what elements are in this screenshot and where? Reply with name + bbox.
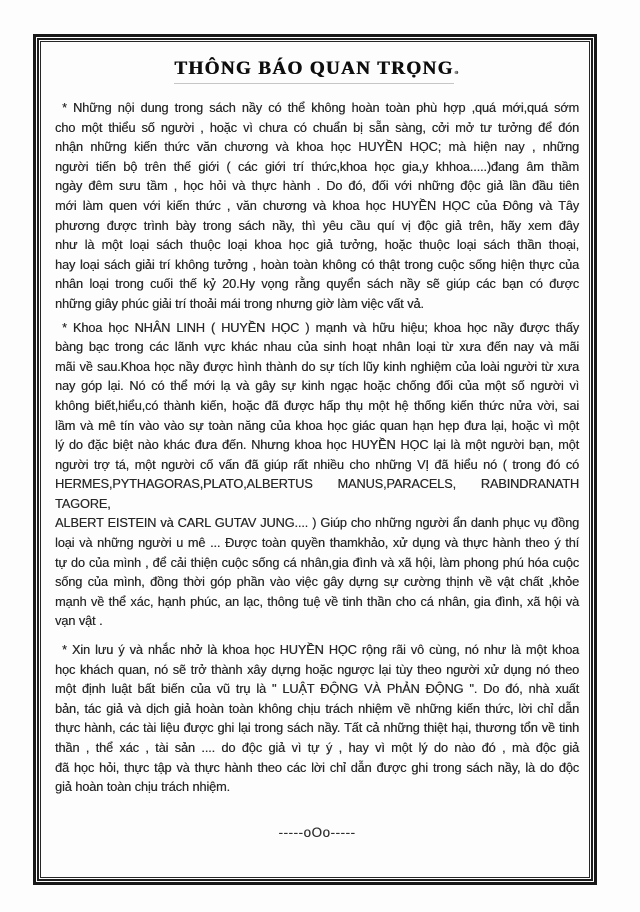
text-line: một định luật bất biến của vũ trụ là " LUẬT ĐỘNG VÀ PhẢN ĐỘNG ". Do đó, nhà xuất <box>55 681 579 697</box>
text-line: những giây phúc giải trí thoải mái trong nhưng giờ làm việc vất vả. <box>55 295 424 311</box>
text-line: nhân loại trong cuối thế kỷ 20.Hy vọng rằng quyển sách nầy sẽ giúp các bạn có được <box>55 276 579 292</box>
text-line: không biết,hiểu,có thành kiến, hoặc đã được hấp thụ một hệ thống kiến thức nửa vời, sai <box>55 397 579 413</box>
text-line: như là một loại sách thuộc loại khoa học giả tưởng, hoặc thuộc loại sách thần thoại, <box>55 237 579 253</box>
text-line: bàng bạc trong các lãnh vực khác nhau của sinh hoạt nhân loại từ xưa đến nay và mãi <box>55 339 579 355</box>
text-line: nhận những kiến thức văn chương và khoa học HUYỀN HỌC; mà hiện nay , những <box>55 139 579 155</box>
title-period: . <box>453 58 460 79</box>
text-line: tự do của mình , để cải thiện cuộc sống cá nhân,gia đình và xã hội, làm phong phú hóa cuộc <box>55 554 579 570</box>
text-line: hay loại sách giải trí không tưởng , hoàn toàn không có thật trong cuộc sống hiện thực của <box>55 256 579 272</box>
text-line: cho một thiểu số người , hoặc vì chưa có chuẩn bị sẵn sàng, cởi mở tư tưởng để đón <box>55 119 579 135</box>
page-title-text: THÔNG BÁO QUAN TRỌNG <box>174 58 453 84</box>
text-line: ALBERT EISTEIN và CARL GUTAV JUNG.... ) Giúp cho những người ẩn danh phục vụ đồng <box>55 515 579 531</box>
text-line: học khách quan, nó sẽ trở thành xây dựng hoặc ngược lại tùy theo người xử dụng nó theo <box>55 661 579 677</box>
text-line: bản, tác giả và dịch giả hoàn toàn không chịu trách nhiệm về những kiến thức, lời chỉ dẫn <box>55 700 579 716</box>
paragraph <box>55 98 579 314</box>
text-line: mãi về sau.Khoa học nầy được hình thành do sự tích lũy kinh nghiệm của loài người từ xưa <box>55 358 579 374</box>
text-line: mới làm quen với kiến thức , văn chương và khoa học HUYỀN HỌC của Đông và Tây <box>55 197 579 213</box>
page-border-mid <box>37 38 593 881</box>
text-line: vạn vật . <box>55 613 103 629</box>
text-line: lầm và mê tín vào vào sự toàn năng của khoa học giác quan hạn hẹp đưa lại, hoặc vì một <box>55 417 579 433</box>
text-line: HERMES,PYTHAGORAS,PLATO,ALBERTUS MANUS,PARACELS, RABINDRANATH TAGORE, <box>55 476 579 511</box>
text-line: loại và những người u mê ... Được toàn quyền thamkhảo, xử dụng và thực hành theo ý thí <box>55 535 579 551</box>
text-line: đã học hỏi, thực tập và thực hành theo các lời chỉ dẫn được ghi trong sách nầy, là do độc <box>55 759 579 775</box>
page-border-inner <box>40 41 590 878</box>
text-line: giả hoàn toàn chịu trách nhiệm. <box>55 779 230 795</box>
paragraphs <box>55 98 579 797</box>
text-line: sống của mình, đồng thời góp phần vào việc gây dựng sự cường thịnh về vật chất ,khỏe <box>55 574 579 590</box>
text-line: ngày đêm sưu tầm , học hỏi và thực hành . Do đó, đối với những độc giả lần đầu tiên <box>55 178 579 194</box>
text-line: lý do đặc biệt nào khác đưa đến. Nhưng khoa học HUYỀN HỌC lại là một người bạn, một <box>55 437 579 453</box>
paragraph <box>55 318 579 632</box>
text-line: * Khoa học NHÂN LINH ( HUYỀN HỌC ) mạnh và hữu hiệu; khoa học nầy được thấy <box>62 319 579 335</box>
text-line: mạnh về thể xác, hạnh phúc, an lạc, thông tuệ về tinh thần cho cá nhân, gia đình, xã hội và <box>55 593 579 609</box>
page-content <box>41 42 589 877</box>
text-line: thực hành, các tài liệu được ghi lại trong sách nầy. Tất cả những thiệt hại, thương tổn về tinh <box>55 720 579 736</box>
text-line: * Xin lưu ý và nhắc nhở là khoa học HUYỀN HỌC rộng rãi vô cùng, nó như là một khoa <box>62 642 579 658</box>
paragraph <box>55 640 579 797</box>
text-line: người tiến bộ trên thế giới ( các giới trí thức,khoa học gia,y khhoa.....)đang âm thầm <box>55 158 579 174</box>
text-line: phương được trình bày trong sách nầy, thì yêu cầu quí vị độc giả trên, hãy xem đây <box>55 217 579 233</box>
divider-ornament: -----oOo----- <box>278 824 356 840</box>
text-line: nay góp lại. Nó có thể mới lạ và gây sự kinh ngạc hoặc chống đối của một số người vì <box>55 378 579 394</box>
text-line: * Những nội dung trong sách nầy có thể không hoàn toàn phù hợp ,quá mới,quá sớm <box>62 100 579 115</box>
page-border-frame <box>33 34 597 885</box>
text-line: người trợ tá, một người cố vấn đã giúp rất nhiều cho những VỊ đã hiểu nó ( trong đó có <box>55 456 579 472</box>
text-line: thần , thể xác , tài sản .... do độc giả vì tự ý , hay vì một lý do nào đó , mà độc giả <box>55 740 579 755</box>
page-title <box>55 57 579 81</box>
